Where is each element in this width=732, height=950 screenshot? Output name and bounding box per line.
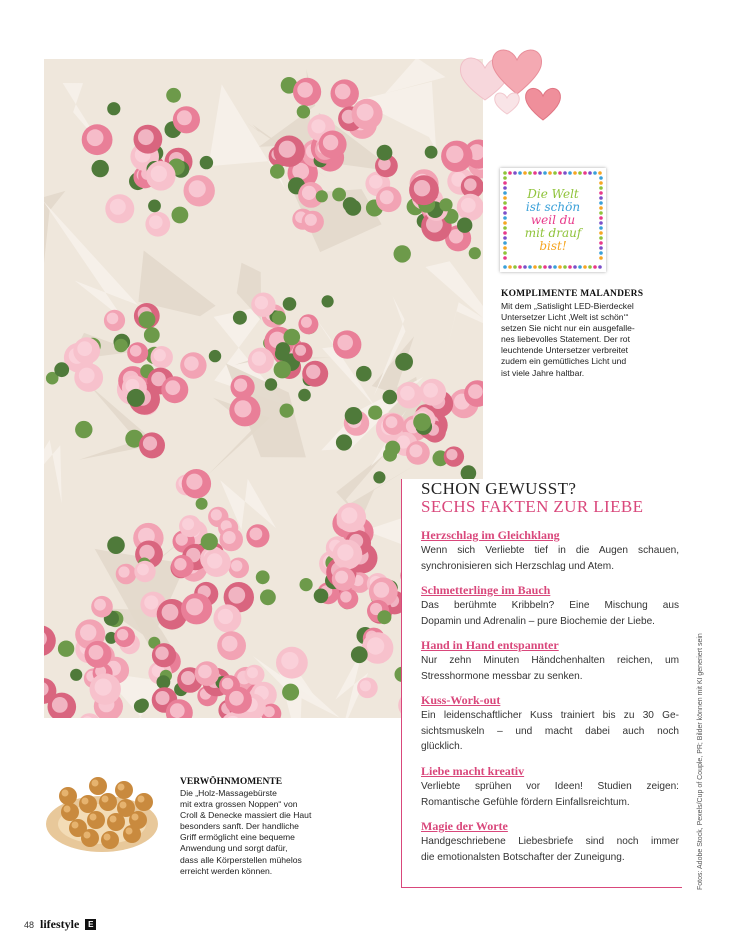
fact-line: synchronisieren sich Herzschlag und Atem.: [421, 560, 614, 572]
fact-line: Verliebte sprühen vor Ideen! Studien zeigen:: [421, 781, 679, 792]
massage-brush-product-image: [40, 768, 164, 858]
facts-box: [401, 479, 682, 888]
verwoehn-heading: VERWÖHNMOMENTE: [180, 777, 283, 787]
verwoehn-text: [180, 788, 311, 877]
fact-line: Das berühmte Kribbeln? Eine Mischung aus: [421, 600, 679, 611]
page-number: 48: [24, 919, 35, 930]
fact-item: [421, 637, 679, 684]
coaster-line: mit drauf: [524, 225, 582, 240]
coaster-line: Die Welt: [527, 186, 579, 201]
fact-item: [421, 527, 679, 574]
fact-heading: Liebe macht kreativ: [421, 764, 525, 778]
text-line: setzen Sie nicht nur ein ausgefalle-: [501, 323, 635, 334]
fact-line: Nur zehn Minuten Händchenhalten reichen, um: [421, 655, 679, 666]
text-line: Anwendung und sorgt dafür,: [180, 843, 288, 854]
text-line: Griff ermöglicht eine bequeme: [180, 832, 295, 843]
heart-icon: [526, 88, 561, 120]
text-line: dass alle Körperstellen mühelos: [180, 854, 302, 865]
fact-item: [421, 692, 679, 755]
text-line: leuchtende Untersetzer verbreitet: [501, 345, 629, 356]
text-line: Die „Holz-Massagebürste: [180, 788, 277, 798]
text-line: erreicht werden können.: [180, 865, 273, 876]
text-line: nes liebevolles Statement. Der rot: [501, 334, 630, 345]
text-line: Mit dem „Satislight LED-Bierdeckel: [501, 301, 634, 311]
text-line: Untersetzer Licht ‚Welt ist schön‘“: [501, 312, 629, 323]
fact-line: sichtsmuskeln – und macht dabei auch noch: [421, 725, 679, 737]
fact-item: [421, 582, 679, 629]
coaster-line: ist schön: [525, 199, 581, 214]
fact-item: [421, 763, 679, 810]
facts-title: SCHON GEWUSST?: [421, 479, 577, 498]
text-line: ist viele Jahre haltbar.: [501, 367, 585, 378]
fact-line: Romantische Gefühle fördern Einfallsreichtum.: [421, 796, 630, 808]
fact-heading: Kuss-Work-out: [421, 693, 501, 707]
fact-heading: Herzschlag im Gleichklang: [421, 528, 560, 542]
text-line: mit extra grossen Noppen“ von: [180, 799, 298, 810]
text-line: besonders sanft. Der handliche: [180, 821, 299, 832]
fact-heading: Magie der Worte: [421, 819, 508, 833]
hearts-decoration: [455, 38, 570, 138]
fact-line: Wenn sich Verliebte tief in die Augen schauen,: [421, 545, 679, 556]
page-footer: [24, 917, 96, 932]
fact-line: glücklich.: [421, 741, 463, 752]
fact-line: Handgeschriebene Liebesbriefe sind noch immer: [421, 836, 679, 847]
coaster-line: weil du: [530, 212, 576, 227]
fact-line: Ein leidenschaftlicher Kuss trainiert bis zu 30 Ge-: [421, 710, 679, 721]
photo-credit: Fotos: Adobe Stock, Pexels/Cup of Couple, PR; Bilder können mit KI generiert sein: [697, 633, 704, 890]
led-coaster-product-image: [500, 168, 606, 272]
fact-line: Stresshormone messbar zu senken.: [421, 670, 583, 682]
fact-line: die emotionalsten Botschafter der Zuneigung.: [421, 851, 625, 863]
coaster-line: bist!: [539, 238, 567, 253]
komplimente-heading: KOMPLIMENTE MALANDERS: [501, 289, 644, 299]
fact-heading: Schmetterlinge im Bauch: [421, 583, 551, 597]
facts-subtitle: SECHS FAKTEN ZUR LIEBE: [421, 497, 644, 516]
fact-item: [421, 818, 679, 865]
brand-logo-icon: E: [85, 919, 96, 930]
text-line: Croll & Denecke massiert die Haut: [180, 810, 312, 821]
text-line: zudem ein gemütliches Licht und: [501, 356, 627, 367]
komplimente-text: [501, 301, 681, 379]
fact-heading: Hand in Hand entspannter: [421, 638, 559, 652]
heart-icon: [495, 93, 520, 114]
fact-line: Dopamin und Adrenalin – pure Biochemie der Liebe.: [421, 615, 655, 627]
magazine-brand: lifestyle: [40, 917, 80, 931]
